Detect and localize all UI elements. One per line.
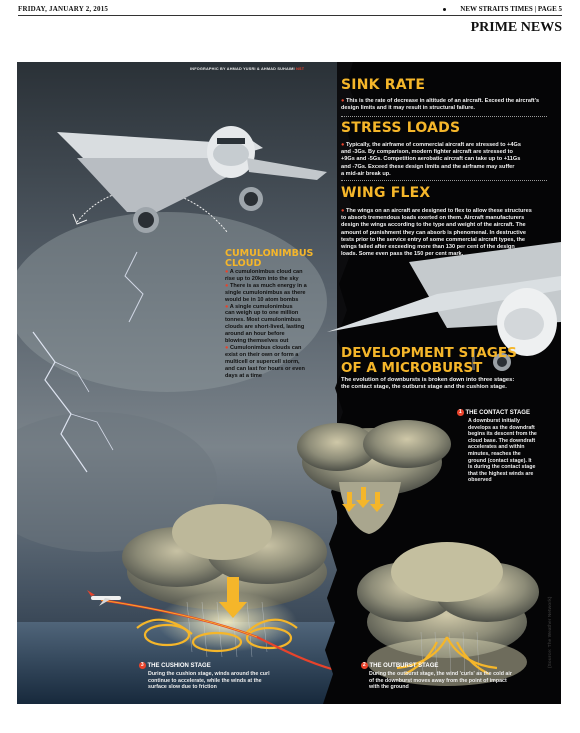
masthead-right: NEW STRAITS TIMES | PAGE 5 [443, 5, 562, 13]
paper-name: NEW STRAITS TIMES [460, 5, 533, 13]
issue-date: FRIDAY, JANUARY 2, 2015 [18, 5, 109, 13]
cushion-stage-title: 3 THE CUSHION STAGE [140, 662, 211, 669]
bullet-icon [443, 8, 446, 11]
development-stages-title: DEVELOPMENT STAGES OF A MICROBURST [341, 345, 517, 376]
wing-flex-text: ● The wings on an aircraft are designed to flex to allow these structures to absorb tremendous loads exerted on them. Aircraft manufacturers design the wings according to the type and weight of the aircraft. The amount of punishment they can absorb is phenomenal. In destructive tests prior to the service entry of some commercial aircraft types, the wings failed after exceeding more than 130 per cent of the design loads. Some even pass the 150 per cent mark. [341, 208, 532, 258]
page-header [18, 0, 562, 40]
contact-stage-text: A downburst initially develops as the downdraft begins its descent from the cloud base. The downdraft accelerates and within minutes, reaches the ground (contact stage). It is during the contact stage that the highest winds are observed [468, 418, 537, 484]
stress-loads-text: ● Typically, the airframe of commercial aircraft are stressed to +4Gs and -3Gs. By comparison, modern fighter aircraft are stressed to +9Gs and -5Gs. Competition aerobatic aircraft can take up to +11Gs and -7Gs. Exceed these design limits and the airframe may suffer a mid-air break up. [341, 142, 521, 177]
divider [341, 116, 547, 117]
sink-rate-text: ● This is the rate of decrease in altitude of an aircraft. Exceed the aircraft's design limits and it may result in structural failure. [341, 98, 540, 112]
cumulonimbus-title: CUMULONIMBUS CLOUD [225, 248, 314, 269]
infographic-panel [17, 62, 561, 704]
wing-flex-title: WING FLEX [341, 185, 431, 201]
outburst-stage-text: During the outburst stage, the wind 'curls' as the cold air of the downburst moves away from the point of impact with the ground [369, 671, 512, 691]
source-note: (Source: The Weather Network) [548, 596, 553, 668]
cumulonimbus-text: ● A cumulonimbus cloud can rise up to 20km into the sky ● There is as much energy in a single cumulonimbus as there would be in 10 atom bombs ● A single cumulonimbus can weigh up to one million tonnes. Most cumulonimbus clouds are short-lived, lasting around an hour before blowing themselves out ● Cumulonimbus clouds can exist on their own or form a multicell or supercell storm, and can last for hours or even days at a time [225, 269, 307, 379]
divider [341, 180, 547, 181]
outburst-stage-title: 2 THE OUTBURST STAGE [362, 662, 439, 669]
infographic-credit: INFOGRAPHIC BY AHMAD YUSRI & AHMAD SUHAIMI NST [190, 67, 305, 71]
header-rule [18, 15, 562, 16]
stress-loads-title: STRESS LOADS [341, 120, 461, 136]
sink-rate-title: SINK RATE [341, 77, 426, 93]
page-number: PAGE 5 [537, 5, 562, 13]
contact-stage-title: 1 THE CONTACT STAGE [458, 409, 530, 416]
development-stages-intro: The evolution of downbursts is broken down into three stages: the contact stage, the outburst stage and the cushion stage. [341, 377, 515, 391]
cushion-stage-text: During the cushion stage, winds around the curl continue to accelerate, while the winds at the surface slow due to friction [148, 671, 270, 691]
section-title: PRIME NEWS [470, 20, 562, 35]
